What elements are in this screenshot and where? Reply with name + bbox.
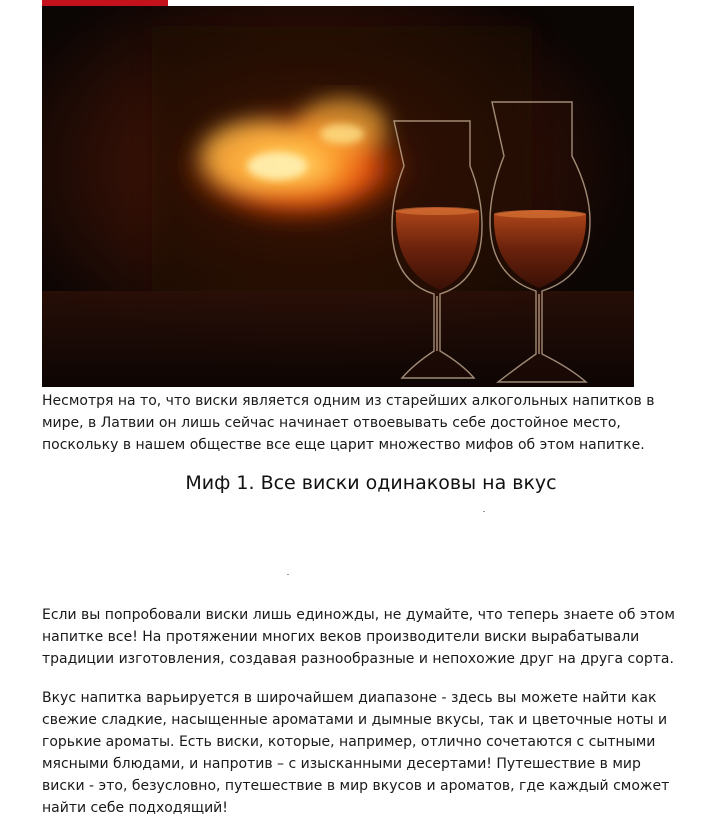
body-paragraph: Вкус напитка варьируется в широчайшем диапазоне - здесь вы можете найти как свежие сладкие, насыщенные ароматами и дымные вкусы, так и цветочные ноты и горькие ароматы. Есть виски, которые, например, отлично сочетаются с сытными мясными блюдами, и напротив – с изысканными десертами! Путешествие в мир виски - это, безусловно, путешествие в мир вкусов и ароматов, где каждый сможет найти себе подходящий!	[42, 690, 670, 816]
intro-paragraph: Несмотря на то, что виски является одним из старейших алкогольных напитков в мире, в Латвии он лишь сейчас начинает отвоевывать себе достойное место, поскольку в нашем обществе все еще царит множество мифов об этом напитке.	[42, 393, 655, 453]
fireplace-whisky-photo	[42, 6, 634, 387]
body-paragraph: Если вы попробовали виски лишь единожды, не думайте, что теперь знаете об этом напитке все! На протяжении многих веков производители виски вырабатывали традиции изготовления, создавая разнообразные и непохожие друг на друга сорта.	[42, 607, 675, 667]
article-image	[42, 6, 634, 387]
myth-heading: Миф 1. Все виски одинаковы на вкус	[185, 472, 557, 494]
stray-dot	[483, 511, 485, 512]
stray-dot	[287, 574, 289, 575]
